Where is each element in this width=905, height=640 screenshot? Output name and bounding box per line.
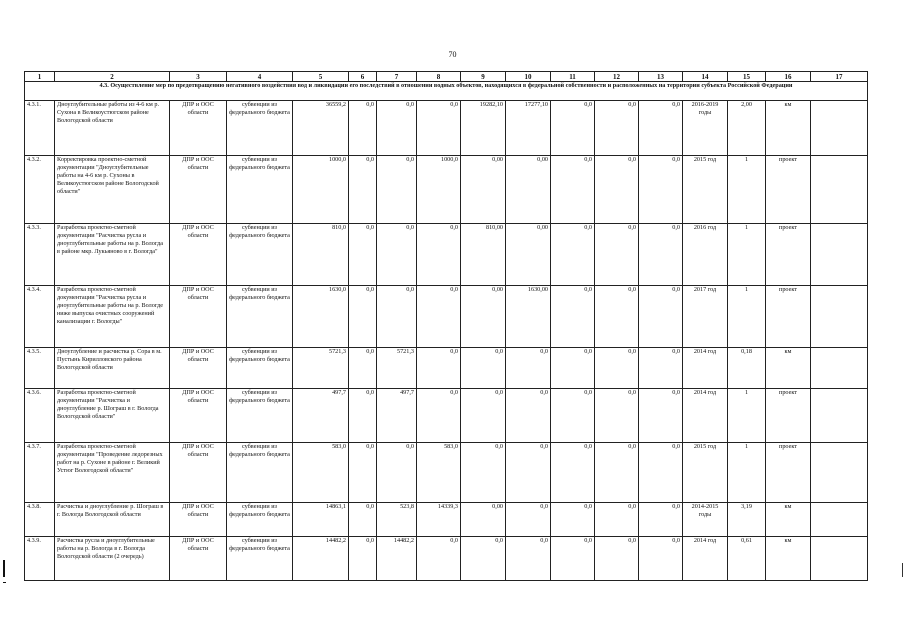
measure-name: Расчистка и дноуглубление р. Шограш в г. Вологда Вологодской области (55, 503, 170, 537)
executor: ДПР и ООС области (170, 537, 227, 581)
funding-source: субвенции из федерального бюджета (227, 101, 293, 156)
note (811, 224, 868, 286)
amount-col-13: 0,0 (639, 389, 683, 443)
amount-col-11: 0,0 (551, 224, 595, 286)
measure-name: Разработка проектно-сметной документации "Расчистка русла и дноуглубительные работы на р. Вологда в районе мкр. Лукьяново в г. Вологда" (55, 224, 170, 286)
amount-col-6: 0,0 (349, 389, 377, 443)
unit: проект (766, 286, 811, 348)
amount-col-6: 0,0 (349, 503, 377, 537)
period: 2016 год (683, 224, 728, 286)
amount-col-11: 0,0 (551, 286, 595, 348)
amount-col-11: 0,0 (551, 156, 595, 224)
executor: ДПР и ООС области (170, 286, 227, 348)
period: 2015 год (683, 443, 728, 503)
amount-col-9: 0,00 (461, 286, 506, 348)
note (811, 503, 868, 537)
period: 2014 год (683, 348, 728, 389)
header-cell: 12 (595, 72, 639, 82)
amount-col-12: 0,0 (595, 537, 639, 581)
executor: ДПР и ООС области (170, 224, 227, 286)
amount-col-9: 0,0 (461, 537, 506, 581)
amount-col-13: 0,0 (639, 537, 683, 581)
amount-col-10: 1630,00 (506, 286, 551, 348)
margin-mark (902, 563, 903, 577)
measure-name: Дноуглубление и расчистка р. Сора в м. Пустынь Кирилловского района Вологодской области (55, 348, 170, 389)
executor: ДПР и ООС области (170, 389, 227, 443)
amount-col-7: 0,0 (377, 286, 417, 348)
amount-col-10: 0,00 (506, 156, 551, 224)
amount-col-9: 810,00 (461, 224, 506, 286)
note (811, 286, 868, 348)
amount-col-9: 0,0 (461, 443, 506, 503)
amount-col-12: 0,0 (595, 503, 639, 537)
amount-col-6: 0,0 (349, 348, 377, 389)
unit: проект (766, 224, 811, 286)
table-row (25, 443, 868, 503)
executor: ДПР и ООС области (170, 101, 227, 156)
funding-source: субвенции из федерального бюджета (227, 537, 293, 581)
amount-col-10: 0,0 (506, 348, 551, 389)
margin-mark (3, 582, 6, 583)
indicator-value: 1 (728, 156, 766, 224)
amount-col-11: 0,0 (551, 503, 595, 537)
amount-col-7: 523,8 (377, 503, 417, 537)
period: 2017 год (683, 286, 728, 348)
table-row (25, 286, 868, 348)
amount-col-5: 1000,0 (293, 156, 349, 224)
note (811, 537, 868, 581)
amount-col-11: 0,0 (551, 443, 595, 503)
amount-col-5: 583,0 (293, 443, 349, 503)
period: 2015 год (683, 156, 728, 224)
amount-col-9: 0,00 (461, 503, 506, 537)
unit: км (766, 101, 811, 156)
period: 2014 год (683, 389, 728, 443)
period: 2014-2015 годы (683, 503, 728, 537)
executor: ДПР и ООС области (170, 348, 227, 389)
funding-source: субвенции из федерального бюджета (227, 156, 293, 224)
row-number: 4.3.5. (25, 348, 55, 389)
header-cell: 13 (639, 72, 683, 82)
amount-col-11: 0,0 (551, 348, 595, 389)
header-cell: 4 (227, 72, 293, 82)
amount-col-8: 0,0 (417, 286, 461, 348)
indicator-value: 1 (728, 286, 766, 348)
amount-col-10: 0,0 (506, 503, 551, 537)
amount-col-10: 0,0 (506, 389, 551, 443)
table-row (25, 224, 868, 286)
unit: км (766, 537, 811, 581)
header-cell: 8 (417, 72, 461, 82)
funding-source: субвенции из федерального бюджета (227, 286, 293, 348)
header-cell: 10 (506, 72, 551, 82)
amount-col-13: 0,0 (639, 443, 683, 503)
amount-col-8: 583,0 (417, 443, 461, 503)
funding-source: субвенции из федерального бюджета (227, 443, 293, 503)
table-row (25, 503, 868, 537)
measure-name: Дноуглубительные работы из 4-6 км р. Сухона в Великоустюгском районе Вологодской области (55, 101, 170, 156)
amount-col-13: 0,0 (639, 503, 683, 537)
row-number: 4.3.8. (25, 503, 55, 537)
amount-col-12: 0,0 (595, 389, 639, 443)
amount-col-8: 0,0 (417, 389, 461, 443)
indicator-value: 1 (728, 224, 766, 286)
amount-col-11: 0,0 (551, 537, 595, 581)
amount-col-12: 0,0 (595, 101, 639, 156)
amount-col-7: 0,0 (377, 443, 417, 503)
amount-col-11: 0,0 (551, 101, 595, 156)
amount-col-12: 0,0 (595, 348, 639, 389)
funding-source: субвенции из федерального бюджета (227, 389, 293, 443)
measure-name: Корректировка проектно-сметной документации "Дноуглубительные работы на 4-6 км р. Сухоны в Великоустюгском районе Вологодской области" (55, 156, 170, 224)
amount-col-9: 19282,10 (461, 101, 506, 156)
table-body (25, 72, 868, 581)
executor: ДПР и ООС области (170, 156, 227, 224)
indicator-value: 1 (728, 389, 766, 443)
indicator-value: 0,18 (728, 348, 766, 389)
header-cell: 9 (461, 72, 506, 82)
amount-col-7: 0,0 (377, 101, 417, 156)
amount-col-12: 0,0 (595, 224, 639, 286)
amount-col-12: 0,0 (595, 156, 639, 224)
unit: проект (766, 443, 811, 503)
header-row (25, 72, 868, 82)
executor: ДПР и ООС области (170, 443, 227, 503)
amount-col-6: 0,0 (349, 286, 377, 348)
table-row (25, 348, 868, 389)
amount-col-5: 36559,2 (293, 101, 349, 156)
header-cell: 1 (25, 72, 55, 82)
table-row (25, 101, 868, 156)
indicator-value: 1 (728, 443, 766, 503)
unit: проект (766, 156, 811, 224)
row-number: 4.3.1. (25, 101, 55, 156)
amount-col-6: 0,0 (349, 224, 377, 286)
note (811, 389, 868, 443)
row-number: 4.3.6. (25, 389, 55, 443)
header-cell: 2 (55, 72, 170, 82)
amount-col-8: 0,0 (417, 537, 461, 581)
indicator-value: 3,19 (728, 503, 766, 537)
amount-col-6: 0,0 (349, 443, 377, 503)
note (811, 348, 868, 389)
header-cell: 7 (377, 72, 417, 82)
amount-col-6: 0,0 (349, 156, 377, 224)
amount-col-6: 0,0 (349, 537, 377, 581)
measure-name: Разработка проектно-сметной документации "Расчистка русла и дноуглубительные работы на р. Вологде ниже выпуска очистных сооружений канализации г. Вологды" (55, 286, 170, 348)
amount-col-13: 0,0 (639, 286, 683, 348)
amount-col-13: 0,0 (639, 224, 683, 286)
row-number: 4.3.7. (25, 443, 55, 503)
note (811, 156, 868, 224)
amount-col-7: 0,0 (377, 156, 417, 224)
amount-col-8: 1000,0 (417, 156, 461, 224)
row-number: 4.3.4. (25, 286, 55, 348)
header-cell: 11 (551, 72, 595, 82)
header-cell: 15 (728, 72, 766, 82)
amount-col-5: 1630,0 (293, 286, 349, 348)
executor: ДПР и ООС области (170, 503, 227, 537)
header-cell: 17 (811, 72, 868, 82)
amount-col-5: 14482,2 (293, 537, 349, 581)
amount-col-10: 0,00 (506, 224, 551, 286)
amount-col-10: 0,0 (506, 537, 551, 581)
measure-name: Разработка проектно-сметной документации "Проведение ледорезных работ на р. Сухоне в районе г. Великий Устюг Вологодской области" (55, 443, 170, 503)
measure-name: Расчистка русла и дноуглубительные работы на р. Вологда в г. Вологда Вологодской области (2 очередь) (55, 537, 170, 581)
unit: км (766, 348, 811, 389)
note (811, 101, 868, 156)
amount-col-7: 5721,3 (377, 348, 417, 389)
amount-col-6: 0,0 (349, 101, 377, 156)
amount-col-10: 0,0 (506, 443, 551, 503)
measure-name: Разработка проектно-сметной документации "Расчистка и дноуглубление р. Шограш в г. Вологда Вологодской области" (55, 389, 170, 443)
unit: км (766, 503, 811, 537)
amount-col-12: 0,0 (595, 443, 639, 503)
amount-col-8: 0,0 (417, 101, 461, 156)
amount-col-5: 497,7 (293, 389, 349, 443)
margin-mark (3, 560, 5, 577)
header-cell: 14 (683, 72, 728, 82)
amount-col-13: 0,0 (639, 156, 683, 224)
program-measures-table (24, 71, 868, 581)
section-title: 4.3. Осуществление мер по предотвращению негативного воздействия вод и ликвидации его последствий в отношении водных объектов, находящихся в федеральной собственности и расположенных на территории субъекта Российской Федерации (25, 82, 868, 101)
period: 2016-2019 годы (683, 101, 728, 156)
amount-col-5: 5721,3 (293, 348, 349, 389)
amount-col-8: 14339,3 (417, 503, 461, 537)
row-number: 4.3.3. (25, 224, 55, 286)
table-row (25, 537, 868, 581)
funding-source: субвенции из федерального бюджета (227, 224, 293, 286)
funding-source: субвенции из федерального бюджета (227, 348, 293, 389)
header-cell: 5 (293, 72, 349, 82)
indicator-value: 0,61 (728, 537, 766, 581)
period: 2014 год (683, 537, 728, 581)
amount-col-13: 0,0 (639, 101, 683, 156)
row-number: 4.3.2. (25, 156, 55, 224)
table-row (25, 156, 868, 224)
amount-col-13: 0,0 (639, 348, 683, 389)
amount-col-11: 0,0 (551, 389, 595, 443)
amount-col-7: 497,7 (377, 389, 417, 443)
section-row (25, 82, 868, 101)
amount-col-12: 0,0 (595, 286, 639, 348)
amount-col-10: 17277,10 (506, 101, 551, 156)
amount-col-9: 0,0 (461, 348, 506, 389)
amount-col-8: 0,0 (417, 348, 461, 389)
table-row (25, 389, 868, 443)
amount-col-8: 0,0 (417, 224, 461, 286)
amount-col-5: 810,0 (293, 224, 349, 286)
amount-col-9: 0,00 (461, 156, 506, 224)
note (811, 443, 868, 503)
header-cell: 3 (170, 72, 227, 82)
amount-col-7: 0,0 (377, 224, 417, 286)
header-cell: 16 (766, 72, 811, 82)
amount-col-5: 14863,1 (293, 503, 349, 537)
indicator-value: 2,00 (728, 101, 766, 156)
row-number: 4.3.9. (25, 537, 55, 581)
unit: проект (766, 389, 811, 443)
header-cell: 6 (349, 72, 377, 82)
page-number: 70 (448, 50, 457, 59)
funding-source: субвенции из федерального бюджета (227, 503, 293, 537)
amount-col-7: 14482,2 (377, 537, 417, 581)
amount-col-9: 0,0 (461, 389, 506, 443)
